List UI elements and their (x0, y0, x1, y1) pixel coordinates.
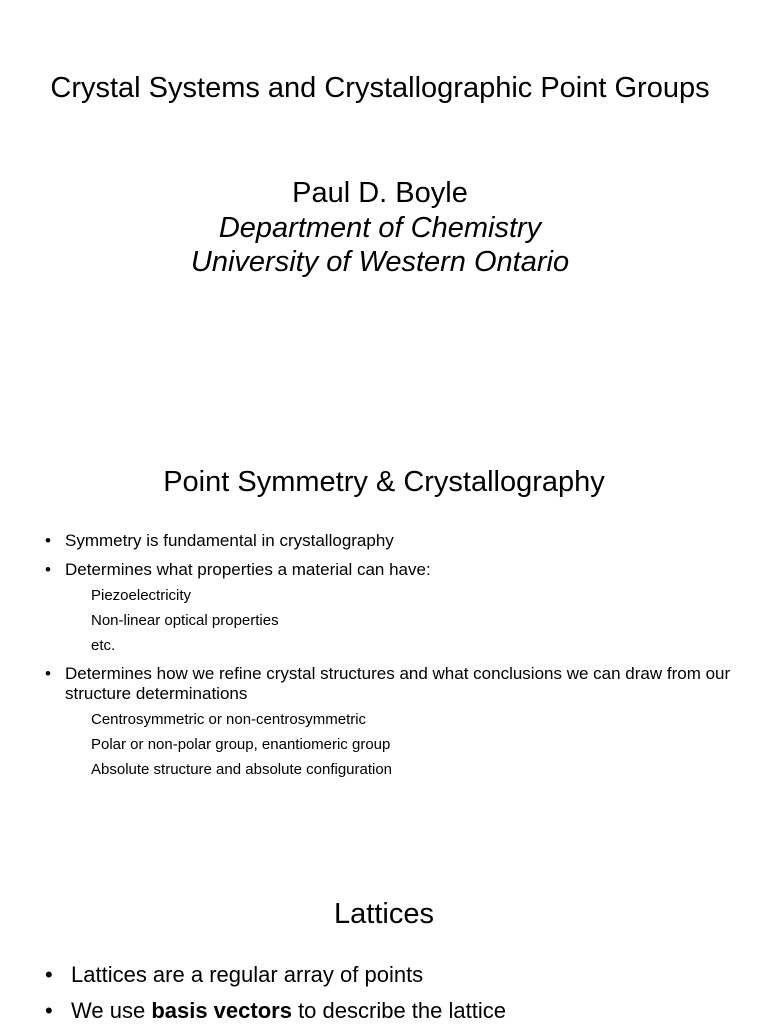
bullet-item (45, 560, 735, 655)
bullet-dot-icon: • (45, 560, 51, 579)
bullet-dot-icon: • (45, 531, 51, 550)
bullet-text-bold: basis vectors (151, 998, 292, 1023)
sub-bullet-list (65, 711, 735, 779)
author-university: University of Western Ontario (190, 246, 570, 278)
slide2-bullet-list (45, 531, 735, 788)
bullet-dot-icon: • (45, 962, 53, 987)
bullet-dot-icon: • (45, 998, 53, 1023)
author-name: Paul D. Boyle (292, 177, 468, 209)
bullet-text: Determines how we refine crystal structures and what conclusions we can draw from our structure determinations (65, 664, 731, 703)
bullet-item (45, 664, 735, 779)
bullet-item (45, 531, 735, 551)
slide3-title: Lattices (334, 898, 434, 930)
sub-bullet-item: Absolute structure and absolute configuration (91, 761, 393, 778)
bullet-text: Lattices are a regular array of points (71, 962, 424, 987)
bullet-item (45, 962, 735, 988)
author-department: Department of Chemistry (218, 212, 542, 244)
bullet-text-pre: We use (71, 998, 152, 1023)
sub-bullet-item: Piezoelectricity (91, 587, 192, 604)
sub-bullet-list (65, 587, 735, 655)
bullet-text-post: to describe the lattice (291, 998, 506, 1023)
slide1-title: Crystal Systems and Crystallographic Point Groups (50, 72, 710, 104)
slide2-title: Point Symmetry & Crystallography (163, 466, 605, 498)
slide3-bullet-list (45, 962, 735, 1034)
sub-bullet-item: Centrosymmetric or non-centrosymmetric (91, 711, 367, 728)
bullet-text: Symmetry is fundamental in crystallography (65, 531, 394, 550)
sub-bullet-item: Non-linear optical properties (91, 612, 279, 629)
bullet-item (45, 998, 735, 1024)
sub-bullet-item: etc. (91, 637, 116, 654)
bullet-text: Determines what properties a material can have: (65, 560, 431, 579)
sub-bullet-item: Polar or non-polar group, enantiomeric group (91, 736, 391, 753)
bullet-dot-icon: • (45, 664, 51, 683)
